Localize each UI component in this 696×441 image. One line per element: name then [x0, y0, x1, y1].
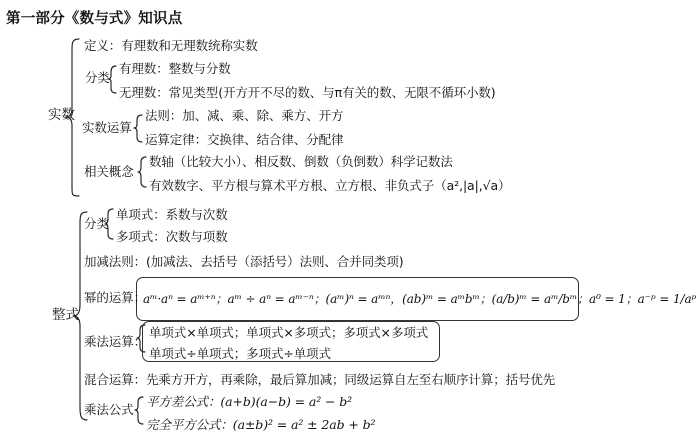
real-concepts-line2: 有效数字、平方根与算术平方根、立方根、非负式子（a²,|a|,√a）	[149, 178, 511, 193]
real-irrational: 无理数：常见类型(开方开不尽的数、与π有关的数、无限不循环小数)	[119, 85, 496, 100]
real-concepts-line1: 数轴（比较大小）、相反数、倒数（负倒数）科学记数法	[149, 154, 453, 169]
formula-line1: 平方差公式：(a+b)(a−b) = a² − b²	[146, 394, 353, 409]
multiplication-line2: 单项式÷单项式；多项式÷单项式	[149, 346, 331, 361]
brace-real-operations	[134, 115, 142, 142]
brace-real-concepts	[138, 157, 146, 187]
real-label: 实数	[48, 107, 75, 123]
power-formulas: aᵐ·aⁿ = aᵐ⁺ⁿ；aᵐ ÷ aⁿ = aᵐ⁻ⁿ；(aᵐ)ⁿ = aᵐⁿ，(ab)ᵐ = aᵐbᵐ；(a/b)ᵐ = aᵐ/bᵐ；a⁰ = 1；a⁻ᵖ = 1/aᵖ	[143, 292, 696, 306]
real-operations-label: 实数运算	[82, 120, 132, 135]
multiplication-label: 乘法运算：	[84, 334, 147, 349]
real-operations-laws: 运算定律：交换律、结合律、分配律	[145, 132, 344, 147]
formula-line2: 完全平方公式：(a±b)² = a² ± 2ab + b²	[146, 417, 376, 432]
integral-label: 整式	[52, 307, 79, 323]
real-definition: 定义：有理数和无理数统称实数	[84, 38, 258, 53]
integral-classification-label: 分类	[84, 216, 109, 231]
integral-monomial: 单项式：系数与次数	[116, 207, 228, 222]
real-concepts-label: 相关概念	[84, 164, 134, 179]
integral-polynomial: 多项式：次数与项数	[116, 229, 228, 244]
real-operations-rules: 法则：加、减、乘、除、乘方、开方	[145, 108, 344, 123]
real-classification-label: 分类	[85, 70, 110, 85]
multiplication-line1: 单项式×单项式；单项式×多项式；多项式×多项式	[149, 325, 429, 340]
integral-addsub: 加减法则：(加减法、去括号（添括号）法则、合并同类项)	[84, 254, 404, 269]
brace-formula	[135, 397, 143, 424]
page-title: 第一部分《数与式》知识点	[6, 11, 183, 27]
power-label: 幂的运算：	[84, 290, 147, 305]
formula-label: 乘法公式	[84, 402, 134, 417]
real-rational: 有理数：整数与分数	[119, 61, 231, 76]
integral-mixed: 混合运算：先乘方开方，再乘除，最后算加减；同级运算自左至右顺序计算；括号优先	[84, 372, 556, 387]
